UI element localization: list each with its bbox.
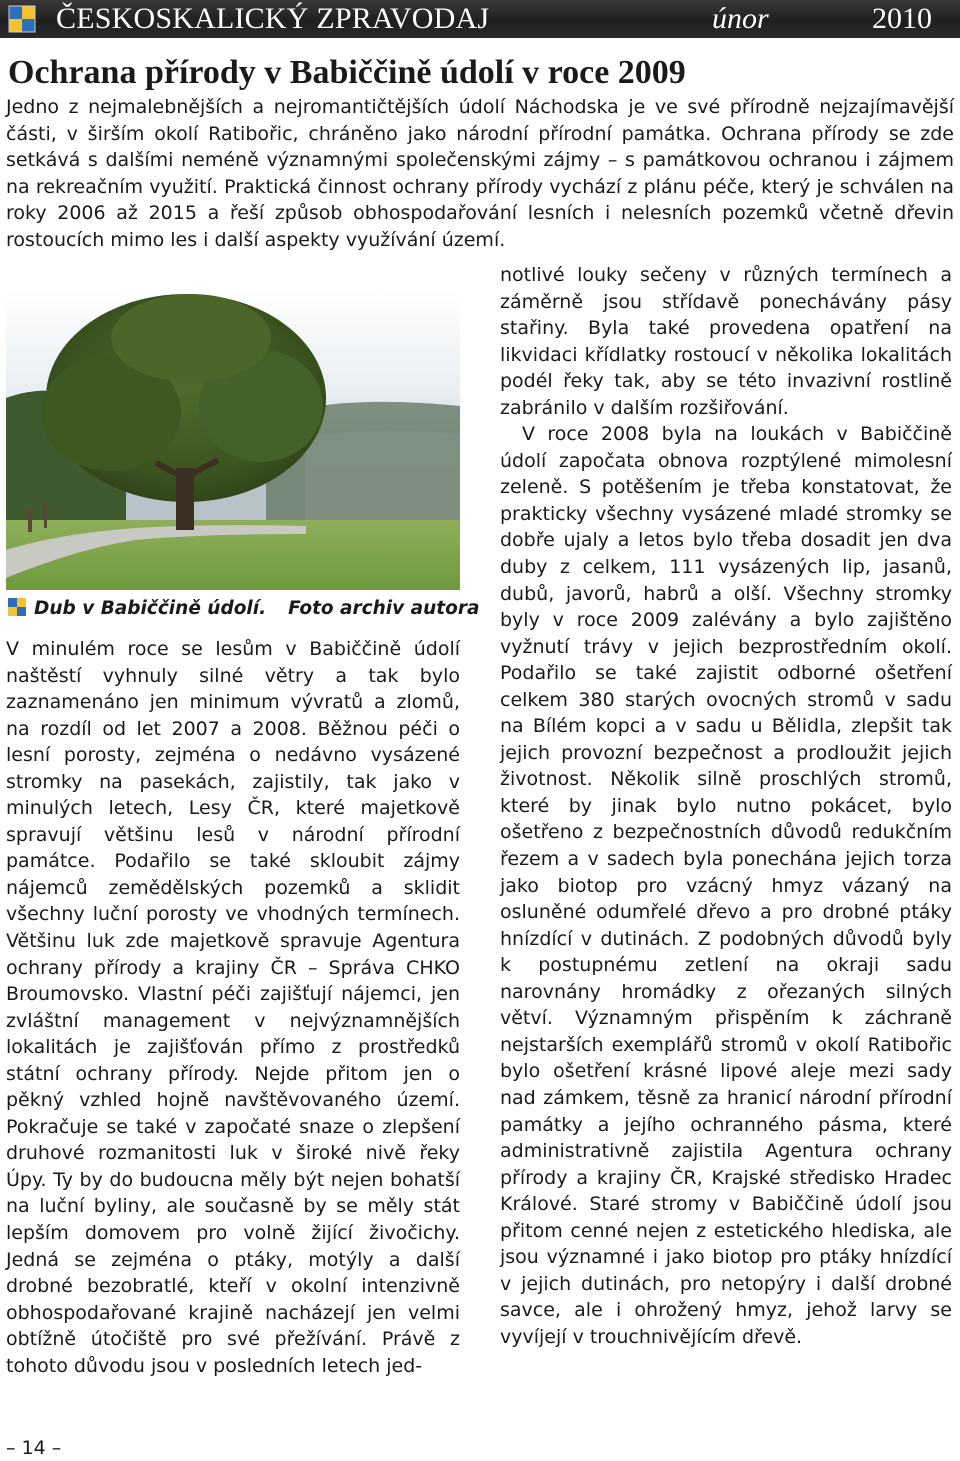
photo-credit: Foto archiv autora <box>288 598 480 619</box>
article-column-left: V minulém roce se lesům v Babiččině údolí naštěstí vyhnuly silné větry a tak bylo zaznamenáno jen minimum vývratů a zlomů, na rozdíl od let 2007 a 2008. Běžnou péči o lesní porosty, zejména o nedávno vysázené stromky na pasekách, zajistily, tak jako v minulých letech, Lesy ČR, které majetkově spravují většinu lesů v národní přírodní památce. Podařilo se také skloubit zájmy nájemců zemědělských pozemků a sklidit všechny luční porosty ve vhodných termínech. Většinu luk zde majetkově spravuje Agentura ochrany přírody a krajiny ČR – Správa CHKO Broumovsko. Vlastní péči zajišťují nájemci, jen zvláštní management v nejvýznamnějších lokalitách je zajišťován přímo z prostředků státní ochrany přírody. Nejde přitom jen o pěkný vzhled hojně navštěvovaného území. Pokračuje se také v započaté snaze o zlepšení druhové rozmanitosti luk v široké nivě řeky Úpy. Ty by do budoucna měly být nejen bohatší na luční byliny, ale současně by se měly stát lepším domovem pro volně žijící živočichy. Jedná se zejména o ptáky, motýly a další drobné bezobratlé, kteří v okolní intenzivně obhospodařované krajině nacházejí jen velmi obtížně útočiště pro své přežívání. Právě z tohoto důvodu jsou v posledních letech jed- <box>6 638 460 1377</box>
oak-tree-photo <box>6 288 460 590</box>
town-crest-icon <box>8 5 36 33</box>
caption-text: Dub v Babiččině údolí. <box>34 598 267 619</box>
masthead-bar <box>0 0 960 38</box>
article-column-right <box>500 262 952 1350</box>
article-intro: Jedno z nejmalebnějších a nejromantičtějších údolí Náchodska je ve své přírodně nejzajímavější části, v širším okolí Ratibořic, chráněno jako národní přírodní památka. Ochrana přírody se zde setkává s dalšími neméně významnými společenskými zájmy – s památkovou ochranou i zájmem na rekreačním využití. Praktická činnost ochrany přírody vychází z plánu péče, který je schválen na roky 2006 až 2015 a řeší způsob obhospodařování lesních i nelesních pozemků včetně dřevin rostoucích mimo les i další aspekty využívání území. <box>6 96 954 251</box>
paragraph-continued: notlivé louky sečeny v různých termínech a záměrně jsou střídavě ponechávány pásy stařiny. Byla také provedena opatření na likvidaci křídlatky rostoucí v několika lokalitách podél řeky tak, aby se této invazivní rostlině zabránilo v dalším rozšiřování. <box>500 264 952 419</box>
caption-marker-icon <box>8 598 26 616</box>
publication-name: ČESKOSKALICKÝ ZPRAVODAJ <box>56 2 490 35</box>
paragraph: V roce 2008 byla na loukách v Babiččině údolí započata obnova rozptýlené mimolesní zeleně. S potěšením je třeba konstatovat, že prakticky všechny vysázené mladé stromky se dobře ujaly a letos bylo třeba dosadit jen dva duby z celkem, 111 vysázených lip, jasanů, dubů, javorů, habrů a olší. Všechny stromky byly v roce 2009 zalévány a bylo zajištěno vyžnutí trávy v jejich bezprostředním okolí. Podařilo se také zajistit odborné ošetření celkem 380 starých ovocných stromů v sadu na Bílém kopci a v sadu u Bělidla, zlepšit tak jejich provozní bezpečnost a prodloužit jejich životnost. Několik silně proschlých stromů, které by jinak bylo nutno pokácet, bylo ošetřeno z bezpečnostních důvodů redukčním řezem a v sadech byla ponechána jejich torza jako biotop pro vzácný hmyz vázaný na osluněné odumřelé dřevo a pro drobné ptáky hnízdící v dutinách. Z podobných důvodů byly k postupnému zetlení na okraji sadu narovnány hromádky z ořezaných silných větví. Významným přispěním k záchraně nejstarších exemplářů stromů v okolí Ratibořic bylo ošetření krásné lipové aleje mezi sady nad zámkem, těsně za hranicí národní přírodní památky a jejího ochranného pásma, které administrativně zajistila Agentura ochrany přírody a krajiny ČR, Krajské středisko Hradec Králové. Staré stromy v Babiččině údolí jsou přitom cenné nejen z estetického hlediska, ale jsou významné i jako biotop pro ptáky hnízdící v jejich dutinách, pro netopýry i další drobné savce, ale i ohrožený hmyz, jehož larvy se vyvíjejí v trouchnivějícím dřevě. <box>500 423 952 1348</box>
issue-year: 2010 <box>872 2 932 35</box>
page-number: – 14 – <box>6 1437 62 1459</box>
article-title: Ochrana přírody v Babiččině údolí v roce 2009 <box>8 54 686 91</box>
photo-caption <box>8 596 480 622</box>
issue-month: únor <box>712 2 769 35</box>
